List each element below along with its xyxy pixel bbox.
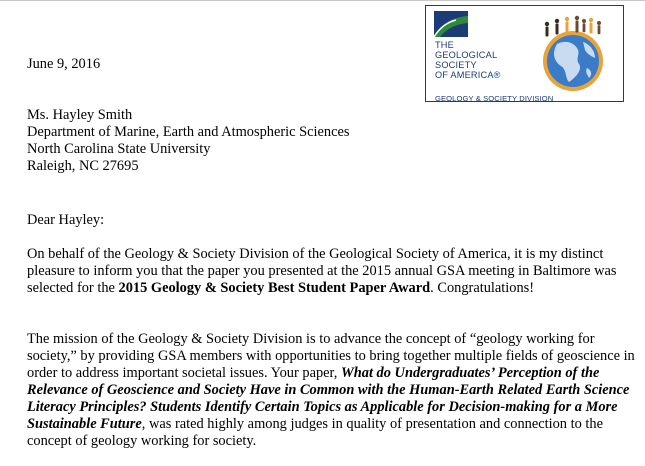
gsa-mark-icon [434,11,468,37]
gsa-name-line4: OF AMERICA® [435,70,501,80]
paper-title: What do Undergraduates’ Perception of the Relevance of Geoscience and Society Have in Common with the Human-Earth Related Earth Science Literacy Principles? Students Identify Certain Topics as Applicable for Decision-making for a More Sustainable Future [27,365,630,432]
paragraph2-text-before: The mission of the Geology & Society Division is to advance the concept of “geology working for society,” by providing GSA members with opportunities to bring together multiple fields of geoscience in order to address important societal issues. Your paper, [27,331,635,381]
award-name: 2015 Geology & Society Best Student Paper Award [118,280,431,296]
recipient-institution: North Carolina State University [27,141,211,157]
recipient-department: Department of Marine, Earth and Atmospheric Sciences [27,124,350,140]
globe-with-people-icon [529,12,617,94]
gsa-division-logo [425,5,624,102]
gsa-name [435,40,501,80]
page-top-border [0,0,645,1]
paragraph-mission [27,331,637,450]
recipient-city-state-zip: Raleigh, NC 27695 [27,158,139,174]
recipient-name: Ms. Hayley Smith [27,107,133,123]
division-name: GEOLOGY & SOCIETY DIVISION [435,94,554,103]
paragraph1-text-before: On behalf of the Geology & Society Division of the Geological Society of America, it is my distinct pleasure to inform you that the paper you presented at the 2015 annual GSA meeting in Baltimore was selected for the [27,246,617,296]
gsa-name-line2: GEOLOGICAL [435,50,498,60]
gsa-name-line1: THE [435,40,454,50]
gsa-name-line3: SOCIETY [435,60,477,70]
paragraph2-text-after: , was rated highly among judges in quality of presentation and connection to the concept of geology working for society. [27,416,603,449]
letter-date: June 9, 2016 [27,56,101,72]
paragraph-award-notice [27,246,637,297]
salutation: Dear Hayley: [27,212,105,228]
recipient-address [27,107,349,175]
paragraph1-text-after: . Congratulations! [430,280,535,296]
